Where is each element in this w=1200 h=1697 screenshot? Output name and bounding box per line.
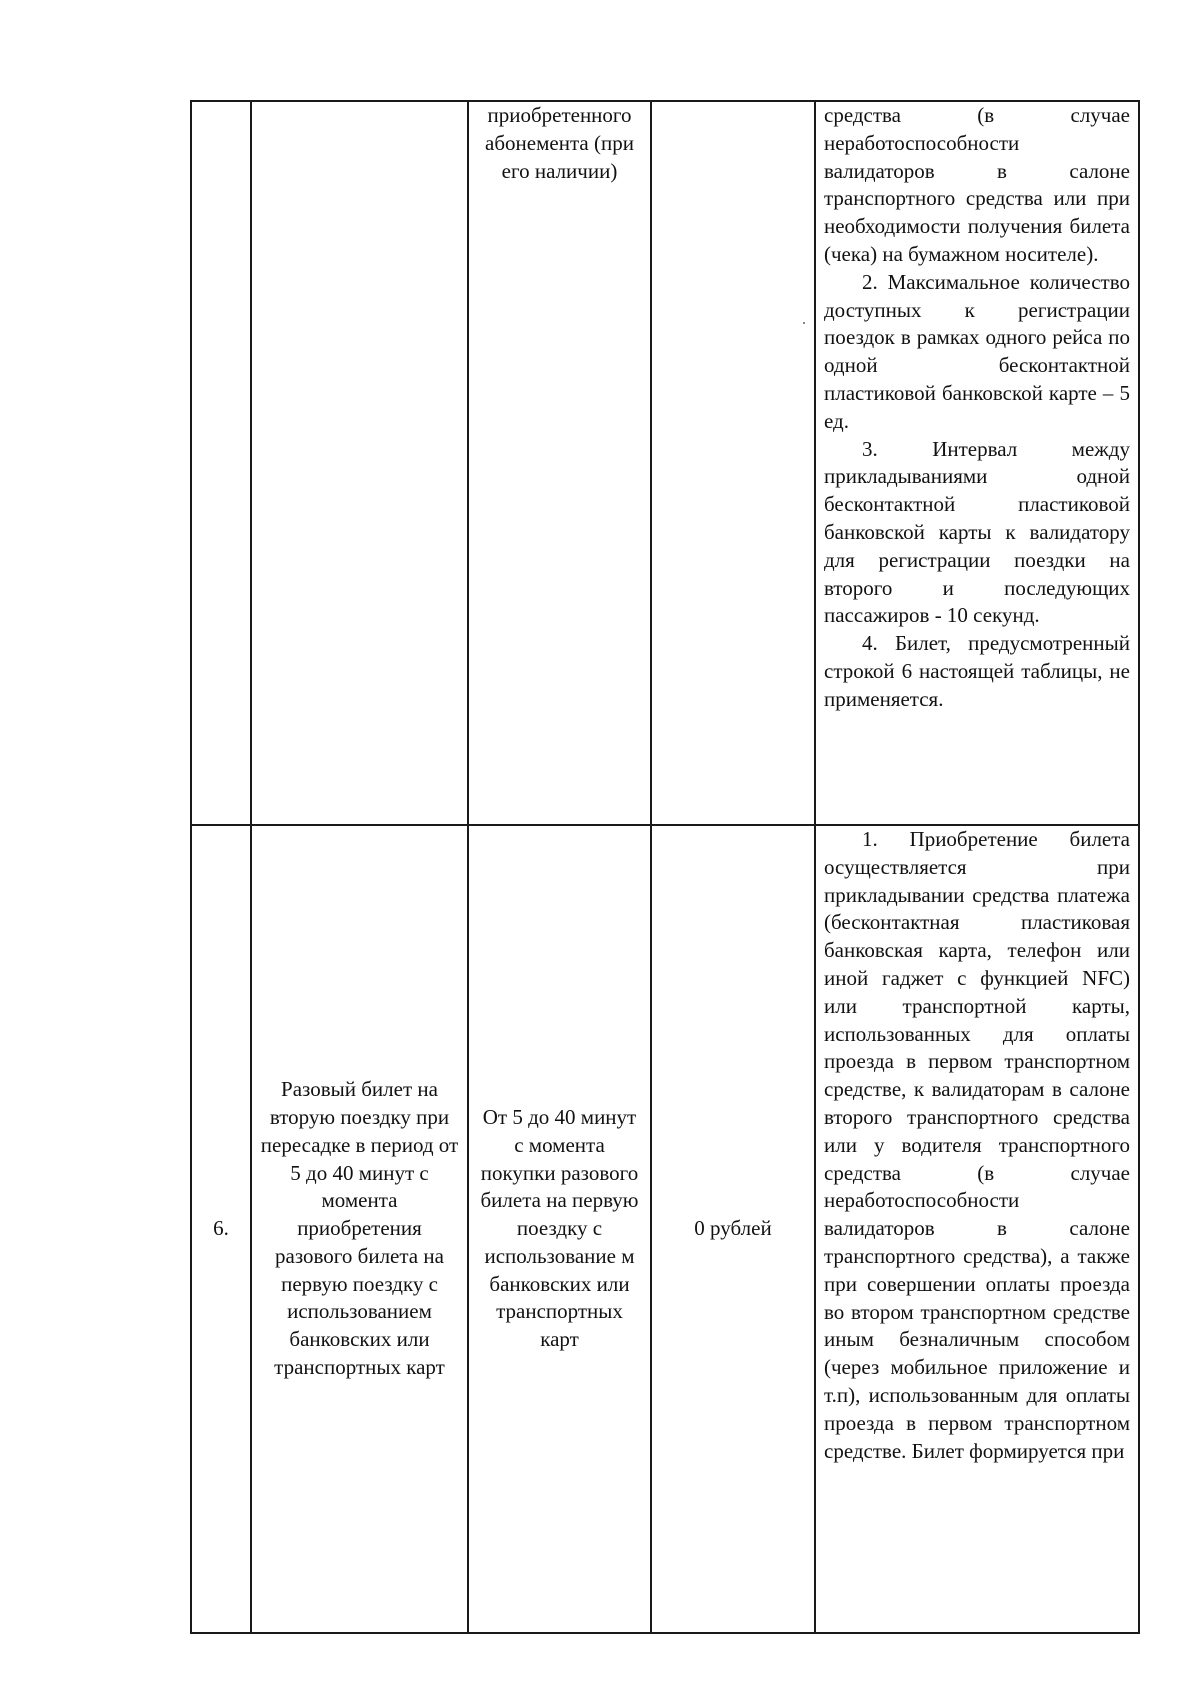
validity-cell: От 5 до 40 минут с момента покупки разового билета на первую поездку с использование м банковских или транспортных карт [468, 825, 651, 1633]
price-cell: 0 рублей [651, 825, 815, 1633]
row-number-cell: 6. [191, 825, 251, 1633]
ticket-name-cell: Разовый билет на вторую поездку при пересадке в период от 5 до 40 минут с момента приобретения разового билета на первую поездку с использованием банковских или транспортных карт [251, 825, 468, 1633]
terms-cell [815, 825, 1139, 1633]
terms-item: 3. Интервал между прикладываниями одной бесконтактной пластиковой банковской карты к валидатору для регистрации поездки на второго и последующих пассажиров - 10 секунд. [824, 436, 1130, 628]
fare-table [190, 100, 1140, 1634]
table-row [191, 825, 1139, 1633]
terms-paragraph: средства (в случае неработоспособности валидаторов в салоне транспортного средства или при необходимости получения билета (чека) на бумажном носителе). [824, 103, 1130, 266]
terms-item: 4. Билет, предусмотренный строкой 6 настоящей таблицы, не применяется. [824, 631, 1130, 711]
scan-speck [803, 322, 805, 324]
terms-item: 2. Максимальное количество доступных к регистрации поездок в рамках одного рейса по одной бесконтактной пластиковой банковской карте – 5 ед. [824, 269, 1130, 433]
table-row [191, 101, 1139, 825]
ticket-name-cell [251, 101, 468, 825]
row-number-cell [191, 101, 251, 825]
terms-item: 1. Приобретение билета осуществляется при прикладывании средства платежа (бесконтактная пластиковая банковская карта, телефон или иной гаджет с функцией NFC) или транспортной карты, использованных для оплаты проезда в первом транспортном средстве, к валидаторам в салоне второго транспортного средства или у водителя транспортного средства (в случае неработоспособности валидаторов в салоне транспортного средства), а также при совершении оплаты проезда во втором транспортном средстве иным безналичным способом (через мобильное приложение и т.п), использованным для оплаты проезда в первом транспортном средстве. Билет формируется при [824, 827, 1130, 1463]
price-cell [651, 101, 815, 825]
validity-cell: приобретенного абонемента (при его наличии) [468, 101, 651, 825]
terms-cell [815, 101, 1139, 825]
